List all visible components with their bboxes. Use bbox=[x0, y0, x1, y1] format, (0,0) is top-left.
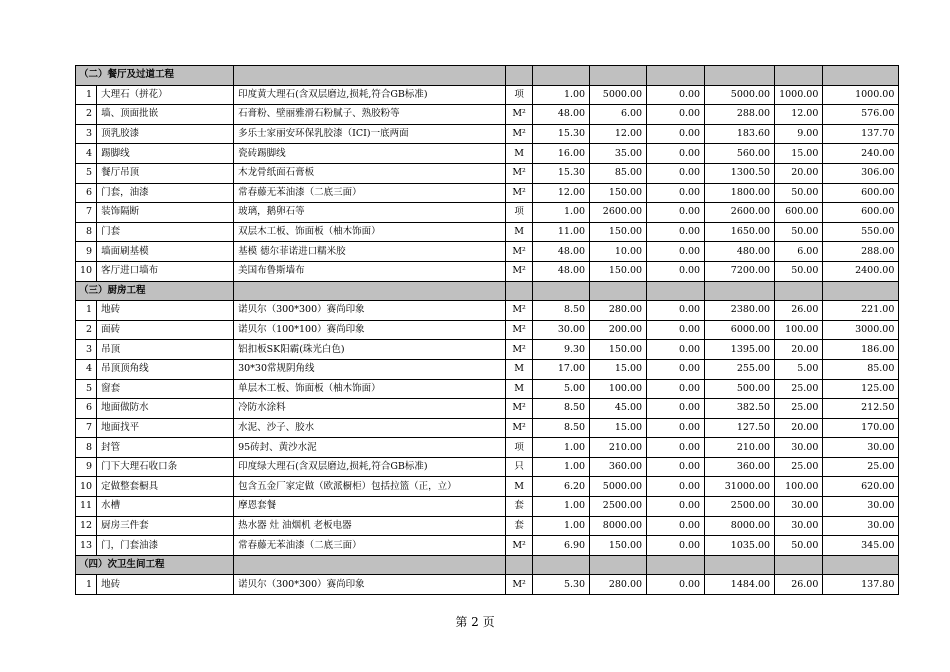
section-empty-cell bbox=[775, 555, 823, 575]
cell-amount-total: 240.00 bbox=[823, 144, 899, 164]
cell-quantity: 30.00 bbox=[533, 320, 590, 340]
section-header-row bbox=[76, 281, 899, 301]
cell-amount-col-3: 30.00 bbox=[775, 438, 823, 458]
cell-amount-total: 600.00 bbox=[823, 203, 899, 223]
cell-amount-col-3: 25.00 bbox=[775, 457, 823, 477]
cell-row-index: 1 bbox=[76, 575, 97, 595]
table-row bbox=[76, 575, 899, 595]
cell-unit: M² bbox=[506, 418, 533, 438]
table-row bbox=[76, 222, 899, 242]
cell-amount-col-2: 382.50 bbox=[705, 399, 775, 419]
cell-item-name: 顶乳胶漆 bbox=[97, 124, 234, 144]
cell-amount-total: 288.00 bbox=[823, 242, 899, 262]
cell-unit-price: 200.00 bbox=[590, 320, 647, 340]
cell-item-name: 厨房三件套 bbox=[97, 516, 234, 536]
table-row bbox=[76, 399, 899, 419]
cell-unit: M² bbox=[506, 183, 533, 203]
cell-item-name: 地面做防水 bbox=[97, 399, 234, 419]
cell-item-description: 95砖封、黄沙水泥 bbox=[234, 438, 506, 458]
cell-unit-price: 6.00 bbox=[590, 105, 647, 125]
cell-item-name: 地砖 bbox=[97, 575, 234, 595]
section-empty-cell bbox=[775, 66, 823, 86]
cell-row-index: 7 bbox=[76, 418, 97, 438]
cell-unit-price: 210.00 bbox=[590, 438, 647, 458]
cell-row-index: 3 bbox=[76, 340, 97, 360]
cell-unit: M bbox=[506, 222, 533, 242]
cell-amount-col-3: 30.00 bbox=[775, 497, 823, 517]
cell-unit: 项 bbox=[506, 203, 533, 223]
cell-row-index: 5 bbox=[76, 163, 97, 183]
cell-unit: M² bbox=[506, 124, 533, 144]
cell-item-name: 墙、顶面批嵌 bbox=[97, 105, 234, 125]
cell-quantity: 1.00 bbox=[533, 516, 590, 536]
section-header-row bbox=[76, 66, 899, 86]
section-empty-cell bbox=[533, 66, 590, 86]
cell-unit-price: 150.00 bbox=[590, 222, 647, 242]
cell-amount-col-3: 25.00 bbox=[775, 379, 823, 399]
cell-row-index: 13 bbox=[76, 536, 97, 556]
cell-unit-price: 15.00 bbox=[590, 359, 647, 379]
cell-amount-col-2: 288.00 bbox=[705, 105, 775, 125]
section-empty-cell bbox=[823, 555, 899, 575]
cell-amount-col-1: 0.00 bbox=[647, 320, 705, 340]
cell-amount-col-2: 2600.00 bbox=[705, 203, 775, 223]
cell-amount-col-2: 6000.00 bbox=[705, 320, 775, 340]
cell-quantity: 1.00 bbox=[533, 457, 590, 477]
cell-item-description: 单层木工板、饰面板（柚木饰面） bbox=[234, 379, 506, 399]
cell-amount-col-2: 210.00 bbox=[705, 438, 775, 458]
cell-unit-price: 2500.00 bbox=[590, 497, 647, 517]
cell-item-name: 门套，油漆 bbox=[97, 183, 234, 203]
table-row bbox=[76, 242, 899, 262]
cell-row-index: 6 bbox=[76, 399, 97, 419]
cell-amount-col-2: 560.00 bbox=[705, 144, 775, 164]
cell-amount-col-1: 0.00 bbox=[647, 438, 705, 458]
cell-row-index: 4 bbox=[76, 359, 97, 379]
cell-amount-total: 85.00 bbox=[823, 359, 899, 379]
cell-amount-col-2: 1395.00 bbox=[705, 340, 775, 360]
cell-item-description: 诺贝尔（100*100）赛尚印象 bbox=[234, 320, 506, 340]
cell-row-index: 1 bbox=[76, 85, 97, 105]
table-row bbox=[76, 497, 899, 517]
cell-item-description: 基模 德尔菲诺进口糯米胶 bbox=[234, 242, 506, 262]
cell-amount-total: 620.00 bbox=[823, 477, 899, 497]
cell-amount-col-3: 1000.00 bbox=[775, 85, 823, 105]
cell-row-index: 2 bbox=[76, 320, 97, 340]
cell-amount-col-3: 12.00 bbox=[775, 105, 823, 125]
cell-amount-col-3: 5.00 bbox=[775, 359, 823, 379]
section-empty-cell bbox=[705, 555, 775, 575]
cell-quantity: 48.00 bbox=[533, 242, 590, 262]
table-row bbox=[76, 457, 899, 477]
cell-quantity: 5.30 bbox=[533, 575, 590, 595]
cell-amount-total: 212.50 bbox=[823, 399, 899, 419]
cell-amount-col-1: 0.00 bbox=[647, 516, 705, 536]
cell-item-description: 瓷砖踢脚线 bbox=[234, 144, 506, 164]
cell-quantity: 1.00 bbox=[533, 497, 590, 517]
cell-unit-price: 10.00 bbox=[590, 242, 647, 262]
cell-unit-price: 150.00 bbox=[590, 183, 647, 203]
cell-item-description: 多乐士家丽安环保乳胶漆（ICI)一底两面 bbox=[234, 124, 506, 144]
cell-amount-col-3: 50.00 bbox=[775, 222, 823, 242]
cell-unit-price: 280.00 bbox=[590, 575, 647, 595]
section-empty-cell bbox=[533, 555, 590, 575]
cell-unit: 套 bbox=[506, 497, 533, 517]
cell-unit: M² bbox=[506, 575, 533, 595]
cell-amount-col-1: 0.00 bbox=[647, 183, 705, 203]
cell-unit-price: 2600.00 bbox=[590, 203, 647, 223]
table-row bbox=[76, 183, 899, 203]
cell-unit-price: 5000.00 bbox=[590, 477, 647, 497]
cell-amount-total: 137.80 bbox=[823, 575, 899, 595]
cell-amount-col-2: 1650.00 bbox=[705, 222, 775, 242]
section-empty-cell bbox=[590, 281, 647, 301]
cell-item-description: 诺贝尔（300*300）赛尚印象 bbox=[234, 575, 506, 595]
cell-amount-total: 30.00 bbox=[823, 516, 899, 536]
cell-quantity: 6.20 bbox=[533, 477, 590, 497]
cell-amount-col-2: 255.00 bbox=[705, 359, 775, 379]
cell-item-description: 摩恩套餐 bbox=[234, 497, 506, 517]
cell-item-description: 常春藤无苯油漆（二底三面） bbox=[234, 536, 506, 556]
cell-item-description: 石膏粉、壁丽雅滑石粉腻子、熟胶粉等 bbox=[234, 105, 506, 125]
cell-item-name: 大理石（拼花） bbox=[97, 85, 234, 105]
cell-amount-total: 3000.00 bbox=[823, 320, 899, 340]
cell-item-description: 热水器 灶 油烟机 老板电器 bbox=[234, 516, 506, 536]
cell-row-index: 9 bbox=[76, 457, 97, 477]
cell-quantity: 15.30 bbox=[533, 163, 590, 183]
table-row bbox=[76, 105, 899, 125]
cell-item-description: 双层木工板、饰面板（柚木饰面） bbox=[234, 222, 506, 242]
cell-item-name: 封管 bbox=[97, 438, 234, 458]
cell-amount-total: 345.00 bbox=[823, 536, 899, 556]
cell-quantity: 5.00 bbox=[533, 379, 590, 399]
table-row bbox=[76, 477, 899, 497]
cell-amount-col-2: 1484.00 bbox=[705, 575, 775, 595]
table-row bbox=[76, 301, 899, 321]
cell-item-description: 玻璃，鹅卵石等 bbox=[234, 203, 506, 223]
table-row bbox=[76, 320, 899, 340]
cell-item-name: 装饰隔断 bbox=[97, 203, 234, 223]
cell-amount-col-1: 0.00 bbox=[647, 497, 705, 517]
section-empty-cell bbox=[506, 66, 533, 86]
cell-amount-col-3: 6.00 bbox=[775, 242, 823, 262]
cell-item-name: 地面找平 bbox=[97, 418, 234, 438]
cell-amount-col-3: 9.00 bbox=[775, 124, 823, 144]
cell-row-index: 10 bbox=[76, 261, 97, 281]
cell-amount-total: 600.00 bbox=[823, 183, 899, 203]
cell-item-name: 水槽 bbox=[97, 497, 234, 517]
section-empty-cell bbox=[647, 281, 705, 301]
cell-amount-col-2: 1300.50 bbox=[705, 163, 775, 183]
cell-amount-col-3: 100.00 bbox=[775, 320, 823, 340]
quote-table-body bbox=[76, 66, 899, 595]
cell-amount-total: 125.00 bbox=[823, 379, 899, 399]
table-row bbox=[76, 124, 899, 144]
cell-row-index: 8 bbox=[76, 438, 97, 458]
cell-amount-total: 186.00 bbox=[823, 340, 899, 360]
cell-unit-price: 5000.00 bbox=[590, 85, 647, 105]
cell-amount-col-2: 2500.00 bbox=[705, 497, 775, 517]
cell-unit-price: 8000.00 bbox=[590, 516, 647, 536]
cell-quantity: 8.50 bbox=[533, 399, 590, 419]
section-empty-cell bbox=[823, 66, 899, 86]
cell-amount-col-3: 20.00 bbox=[775, 340, 823, 360]
cell-amount-col-3: 100.00 bbox=[775, 477, 823, 497]
table-row bbox=[76, 203, 899, 223]
cell-unit-price: 85.00 bbox=[590, 163, 647, 183]
cell-item-name: 门下大理石收口条 bbox=[97, 457, 234, 477]
cell-amount-total: 550.00 bbox=[823, 222, 899, 242]
cell-amount-col-3: 50.00 bbox=[775, 183, 823, 203]
cell-unit: M² bbox=[506, 340, 533, 360]
cell-item-description: 木龙骨纸面石膏板 bbox=[234, 163, 506, 183]
cell-item-name: 面砖 bbox=[97, 320, 234, 340]
section-empty-cell bbox=[590, 555, 647, 575]
section-title: （二）餐厅及过道工程 bbox=[76, 66, 234, 86]
cell-unit: M bbox=[506, 359, 533, 379]
cell-amount-col-3: 20.00 bbox=[775, 163, 823, 183]
section-empty-cell bbox=[823, 281, 899, 301]
cell-unit: M² bbox=[506, 320, 533, 340]
cell-amount-col-2: 31000.00 bbox=[705, 477, 775, 497]
table-row bbox=[76, 536, 899, 556]
cell-amount-col-1: 0.00 bbox=[647, 536, 705, 556]
cell-unit-price: 100.00 bbox=[590, 379, 647, 399]
cell-amount-total: 221.00 bbox=[823, 301, 899, 321]
cell-amount-col-3: 25.00 bbox=[775, 399, 823, 419]
cell-amount-total: 170.00 bbox=[823, 418, 899, 438]
cell-amount-col-3: 600.00 bbox=[775, 203, 823, 223]
cell-quantity: 8.50 bbox=[533, 301, 590, 321]
cell-unit-price: 12.00 bbox=[590, 124, 647, 144]
table-row bbox=[76, 144, 899, 164]
cell-unit-price: 35.00 bbox=[590, 144, 647, 164]
cell-row-index: 3 bbox=[76, 124, 97, 144]
cell-item-name: 吊顶 bbox=[97, 340, 234, 360]
cell-amount-total: 1000.00 bbox=[823, 85, 899, 105]
cell-unit-price: 150.00 bbox=[590, 340, 647, 360]
cell-amount-col-1: 0.00 bbox=[647, 301, 705, 321]
section-empty-cell bbox=[705, 66, 775, 86]
cell-item-description: 印度绿大理石(含双层磨边,损耗,符合GB标准) bbox=[234, 457, 506, 477]
cell-unit: M² bbox=[506, 301, 533, 321]
cell-unit-price: 45.00 bbox=[590, 399, 647, 419]
cell-unit: M² bbox=[506, 242, 533, 262]
cell-amount-col-2: 127.50 bbox=[705, 418, 775, 438]
cell-unit: M bbox=[506, 144, 533, 164]
table-row bbox=[76, 85, 899, 105]
cell-amount-col-2: 183.60 bbox=[705, 124, 775, 144]
cell-item-name: 踢脚线 bbox=[97, 144, 234, 164]
quote-table bbox=[75, 65, 899, 595]
cell-amount-col-3: 20.00 bbox=[775, 418, 823, 438]
cell-amount-total: 2400.00 bbox=[823, 261, 899, 281]
cell-amount-col-2: 500.00 bbox=[705, 379, 775, 399]
cell-amount-col-1: 0.00 bbox=[647, 457, 705, 477]
cell-row-index: 10 bbox=[76, 477, 97, 497]
cell-amount-total: 137.70 bbox=[823, 124, 899, 144]
table-row bbox=[76, 379, 899, 399]
cell-amount-col-1: 0.00 bbox=[647, 340, 705, 360]
cell-amount-col-1: 0.00 bbox=[647, 85, 705, 105]
cell-row-index: 8 bbox=[76, 222, 97, 242]
cell-amount-col-1: 0.00 bbox=[647, 418, 705, 438]
cell-amount-col-1: 0.00 bbox=[647, 379, 705, 399]
cell-item-description: 诺贝尔（300*300）赛尚印象 bbox=[234, 301, 506, 321]
cell-item-name: 吊顶顶角线 bbox=[97, 359, 234, 379]
cell-amount-col-1: 0.00 bbox=[647, 222, 705, 242]
cell-unit: M² bbox=[506, 163, 533, 183]
cell-quantity: 8.50 bbox=[533, 418, 590, 438]
cell-amount-col-1: 0.00 bbox=[647, 575, 705, 595]
cell-item-name: 墙面刷基模 bbox=[97, 242, 234, 262]
cell-item-description: 铝扣板SK阳霸(珠光白色) bbox=[234, 340, 506, 360]
cell-amount-col-3: 26.00 bbox=[775, 575, 823, 595]
cell-unit-price: 280.00 bbox=[590, 301, 647, 321]
cell-item-description: 美国布鲁斯墙布 bbox=[234, 261, 506, 281]
cell-amount-col-2: 1800.00 bbox=[705, 183, 775, 203]
cell-unit-price: 150.00 bbox=[590, 261, 647, 281]
section-empty-cell bbox=[590, 66, 647, 86]
cell-unit: M² bbox=[506, 105, 533, 125]
cell-item-name: 窗套 bbox=[97, 379, 234, 399]
cell-amount-col-3: 26.00 bbox=[775, 301, 823, 321]
cell-amount-col-1: 0.00 bbox=[647, 242, 705, 262]
cell-quantity: 17.00 bbox=[533, 359, 590, 379]
cell-item-name: 地砖 bbox=[97, 301, 234, 321]
section-title: （四）次卫生间工程 bbox=[76, 555, 234, 575]
cell-amount-col-1: 0.00 bbox=[647, 163, 705, 183]
cell-amount-col-3: 50.00 bbox=[775, 261, 823, 281]
cell-quantity: 12.00 bbox=[533, 183, 590, 203]
table-row bbox=[76, 516, 899, 536]
section-empty-cell bbox=[234, 66, 506, 86]
cell-item-description: 水泥、沙子、胶水 bbox=[234, 418, 506, 438]
table-row bbox=[76, 163, 899, 183]
section-empty-cell bbox=[234, 281, 506, 301]
cell-quantity: 48.00 bbox=[533, 105, 590, 125]
cell-quantity: 9.30 bbox=[533, 340, 590, 360]
cell-quantity: 48.00 bbox=[533, 261, 590, 281]
cell-item-description: 30*30常规阴角线 bbox=[234, 359, 506, 379]
section-empty-cell bbox=[506, 555, 533, 575]
section-empty-cell bbox=[775, 281, 823, 301]
cell-item-name: 定做整套橱具 bbox=[97, 477, 234, 497]
cell-amount-total: 30.00 bbox=[823, 497, 899, 517]
cell-unit: 套 bbox=[506, 516, 533, 536]
cell-unit-price: 150.00 bbox=[590, 536, 647, 556]
table-row bbox=[76, 340, 899, 360]
cell-amount-col-1: 0.00 bbox=[647, 105, 705, 125]
cell-amount-col-1: 0.00 bbox=[647, 477, 705, 497]
cell-amount-col-1: 0.00 bbox=[647, 144, 705, 164]
cell-item-name: 门，门套油漆 bbox=[97, 536, 234, 556]
table-row bbox=[76, 418, 899, 438]
cell-row-index: 9 bbox=[76, 242, 97, 262]
cell-quantity: 11.00 bbox=[533, 222, 590, 242]
cell-quantity: 1.00 bbox=[533, 203, 590, 223]
cell-row-index: 11 bbox=[76, 497, 97, 517]
section-empty-cell bbox=[506, 281, 533, 301]
cell-quantity: 1.00 bbox=[533, 85, 590, 105]
cell-amount-total: 576.00 bbox=[823, 105, 899, 125]
cell-unit: M bbox=[506, 477, 533, 497]
cell-amount-col-3: 50.00 bbox=[775, 536, 823, 556]
table-row bbox=[76, 438, 899, 458]
cell-amount-col-2: 5000.00 bbox=[705, 85, 775, 105]
cell-unit: 项 bbox=[506, 85, 533, 105]
cell-unit-price: 15.00 bbox=[590, 418, 647, 438]
section-title: （三）厨房工程 bbox=[76, 281, 234, 301]
section-empty-cell bbox=[234, 555, 506, 575]
cell-amount-col-1: 0.00 bbox=[647, 203, 705, 223]
table-row bbox=[76, 359, 899, 379]
cell-amount-col-1: 0.00 bbox=[647, 124, 705, 144]
cell-unit: M² bbox=[506, 261, 533, 281]
cell-row-index: 1 bbox=[76, 301, 97, 321]
cell-unit: M² bbox=[506, 399, 533, 419]
section-empty-cell bbox=[705, 281, 775, 301]
cell-quantity: 15.30 bbox=[533, 124, 590, 144]
cell-row-index: 4 bbox=[76, 144, 97, 164]
cell-item-description: 印度黄大理石(含双层磨边,损耗,符合GB标准) bbox=[234, 85, 506, 105]
cell-item-description: 包含五金厂家定做（欧派橱柜）包括拉篮（正，立） bbox=[234, 477, 506, 497]
cell-item-name: 餐厅吊顶 bbox=[97, 163, 234, 183]
cell-unit: 项 bbox=[506, 438, 533, 458]
cell-item-name: 门套 bbox=[97, 222, 234, 242]
cell-quantity: 6.90 bbox=[533, 536, 590, 556]
cell-amount-col-3: 30.00 bbox=[775, 516, 823, 536]
cell-amount-col-1: 0.00 bbox=[647, 261, 705, 281]
cell-row-index: 2 bbox=[76, 105, 97, 125]
cell-unit: 只 bbox=[506, 457, 533, 477]
section-empty-cell bbox=[647, 555, 705, 575]
cell-row-index: 6 bbox=[76, 183, 97, 203]
cell-row-index: 12 bbox=[76, 516, 97, 536]
cell-amount-total: 306.00 bbox=[823, 163, 899, 183]
cell-item-name: 客厅进口墙布 bbox=[97, 261, 234, 281]
cell-amount-col-2: 8000.00 bbox=[705, 516, 775, 536]
cell-row-index: 7 bbox=[76, 203, 97, 223]
cell-unit: M bbox=[506, 379, 533, 399]
page-number: 第 2 页 bbox=[455, 615, 495, 629]
cell-amount-col-1: 0.00 bbox=[647, 399, 705, 419]
cell-amount-col-2: 480.00 bbox=[705, 242, 775, 262]
section-header-row bbox=[76, 555, 899, 575]
cell-row-index: 5 bbox=[76, 379, 97, 399]
cell-item-description: 常春藤无苯油漆（二底三面） bbox=[234, 183, 506, 203]
cell-unit: M² bbox=[506, 536, 533, 556]
table-row bbox=[76, 261, 899, 281]
cell-amount-col-3: 15.00 bbox=[775, 144, 823, 164]
section-empty-cell bbox=[533, 281, 590, 301]
cell-item-description: 冷防水涂料 bbox=[234, 399, 506, 419]
cell-amount-total: 30.00 bbox=[823, 438, 899, 458]
cell-amount-col-2: 2380.00 bbox=[705, 301, 775, 321]
cell-amount-col-2: 7200.00 bbox=[705, 261, 775, 281]
cell-amount-col-2: 1035.00 bbox=[705, 536, 775, 556]
cell-amount-col-2: 360.00 bbox=[705, 457, 775, 477]
cell-quantity: 1.00 bbox=[533, 438, 590, 458]
section-empty-cell bbox=[647, 66, 705, 86]
cell-quantity: 16.00 bbox=[533, 144, 590, 164]
cell-amount-col-1: 0.00 bbox=[647, 359, 705, 379]
cell-amount-total: 25.00 bbox=[823, 457, 899, 477]
cell-unit-price: 360.00 bbox=[590, 457, 647, 477]
